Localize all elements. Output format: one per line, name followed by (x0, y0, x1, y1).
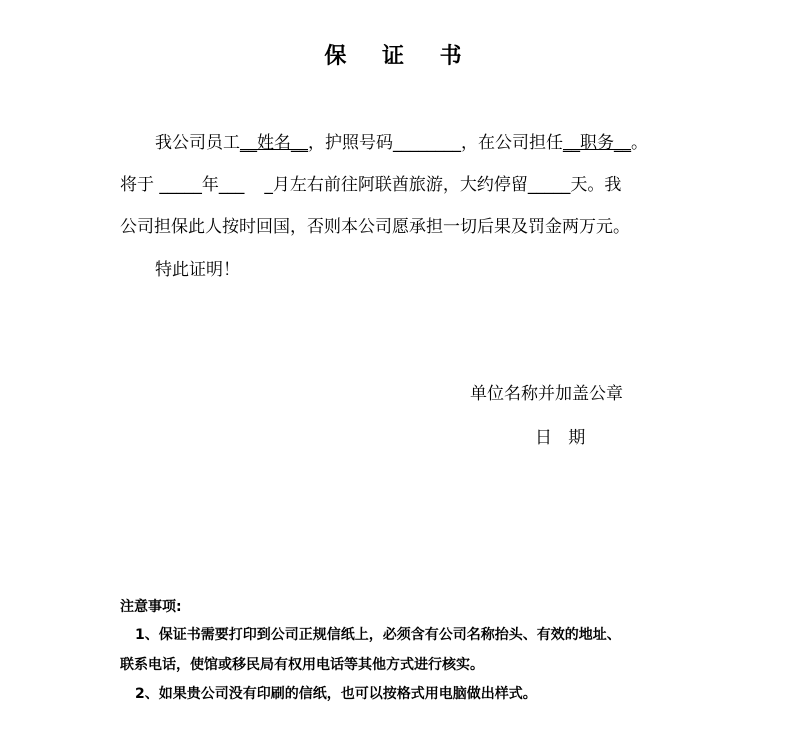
passport-number-field: ________ (393, 133, 461, 153)
month-field-tail: _ (264, 175, 273, 195)
notes-heading: 注意事项: (120, 599, 182, 615)
signature-date: 日 期 (535, 428, 586, 448)
trip-description: 月左右前往阿联酋旅游，大约停留 (272, 175, 528, 195)
note-item-1-line-2: 联系电话，使馆或移民局有权用电话等其他方式进行核实。 (120, 657, 484, 673)
company-name-seal: 单位名称并加盖公章 (470, 384, 623, 404)
document-title: 保 证 书 (324, 44, 476, 69)
note-item-1-line-1: 1、保证书需要打印到公司正规信纸上，必须含有公司名称抬头、有效的地址、 (135, 627, 621, 643)
body-line-3: 公司担保此人按时回国，否则本公司愿承担一切后果及罚金两万元。 (120, 217, 630, 237)
travel-date-label: 将于 (120, 175, 160, 195)
line2-end: 天。我 (570, 175, 622, 195)
employee-name-field: __姓名__ (240, 133, 308, 153)
passport-label: ，护照号码 (308, 133, 393, 153)
position-field: __职务__ (563, 133, 631, 153)
days-field: _____ (527, 175, 571, 195)
year-field: _____ (159, 175, 202, 195)
note-item-2: 2、如果贵公司没有印刷的信纸，也可以按格式用电脑做出样式。 (135, 686, 537, 702)
month-field: ___ (218, 175, 245, 195)
body-line-4: 特此证明！ (155, 260, 240, 280)
line1-end: 。 (631, 133, 648, 153)
body-line-2 (120, 173, 621, 197)
year-label: 年 (201, 175, 219, 195)
body-line-1 (155, 131, 648, 155)
employee-label: 我公司员工 (155, 133, 240, 153)
position-label: ，在公司担任 (461, 133, 563, 153)
